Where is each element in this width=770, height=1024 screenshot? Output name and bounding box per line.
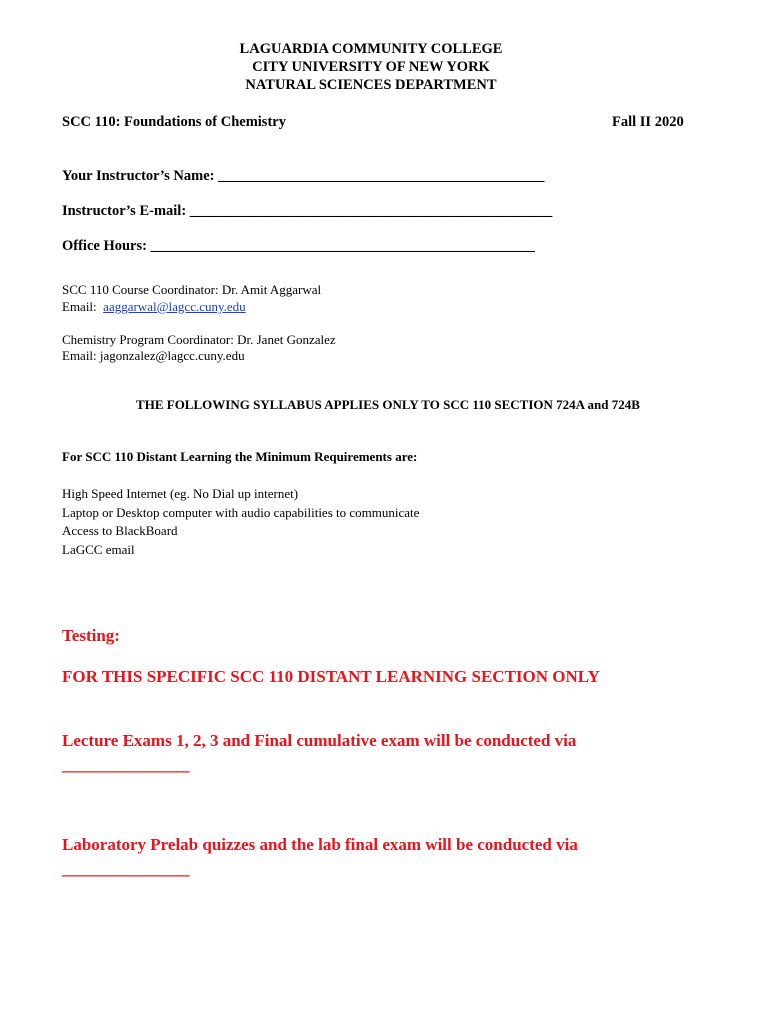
requirement-item: High Speed Internet (eg. No Dial up internet) bbox=[62, 486, 299, 501]
lab-exams-note: Laboratory Prelab quizzes and the lab final exam will be conducted via bbox=[62, 835, 578, 854]
syllabus-notice: THE FOLLOWING SYLLABUS APPLIES ONLY TO SCC 110 SECTION 724A and 724B bbox=[136, 397, 640, 412]
university-name: CITY UNIVERSITY OF NEW YORK bbox=[252, 59, 490, 75]
requirements-heading: For SCC 110 Distant Learning the Minimum Requirements are: bbox=[62, 449, 418, 464]
lab-exams-blank: _______________ bbox=[62, 859, 190, 878]
course-coordinator: SCC 110 Course Coordinator: Dr. Amit Aggarwal bbox=[62, 282, 322, 297]
college-name: LAGUARDIA COMMUNITY COLLEGE bbox=[239, 41, 503, 57]
coordinator-email-link[interactable]: aaggarwal@lagcc.cuny.edu bbox=[103, 299, 246, 314]
lecture-exams-note: Lecture Exams 1, 2, 3 and Final cumulative exam will be conducted via bbox=[62, 731, 577, 750]
office-hours-field: Office Hours: _____________________________________________________ bbox=[62, 238, 535, 254]
course-term: Fall II 2020 bbox=[612, 114, 684, 130]
requirement-item: Laptop or Desktop computer with audio capabilities to communicate bbox=[62, 505, 420, 520]
course-title: SCC 110: Foundations of Chemistry bbox=[62, 114, 286, 130]
requirement-item: Access to BlackBoard bbox=[62, 523, 178, 538]
program-coordinator-email: Email: jagonzalez@lagcc.cuny.edu bbox=[62, 348, 245, 363]
testing-heading: Testing: bbox=[62, 626, 120, 645]
instructor-name-field: Your Instructor’s Name: _____________________________________________ bbox=[62, 168, 545, 184]
course-coordinator-email-line bbox=[62, 299, 246, 315]
instructor-email-field: Instructor’s E-mail: __________________________________________________ bbox=[62, 203, 553, 219]
lecture-exams-blank: _______________ bbox=[62, 755, 190, 774]
program-coordinator: Chemistry Program Coordinator: Dr. Janet Gonzalez bbox=[62, 332, 336, 347]
testing-scope: FOR THIS SPECIFIC SCC 110 DISTANT LEARNING SECTION ONLY bbox=[62, 667, 600, 686]
department-name: NATURAL SCIENCES DEPARTMENT bbox=[245, 77, 497, 93]
email-label: Email: bbox=[62, 299, 104, 314]
requirement-item: LaGCC email bbox=[62, 542, 135, 557]
